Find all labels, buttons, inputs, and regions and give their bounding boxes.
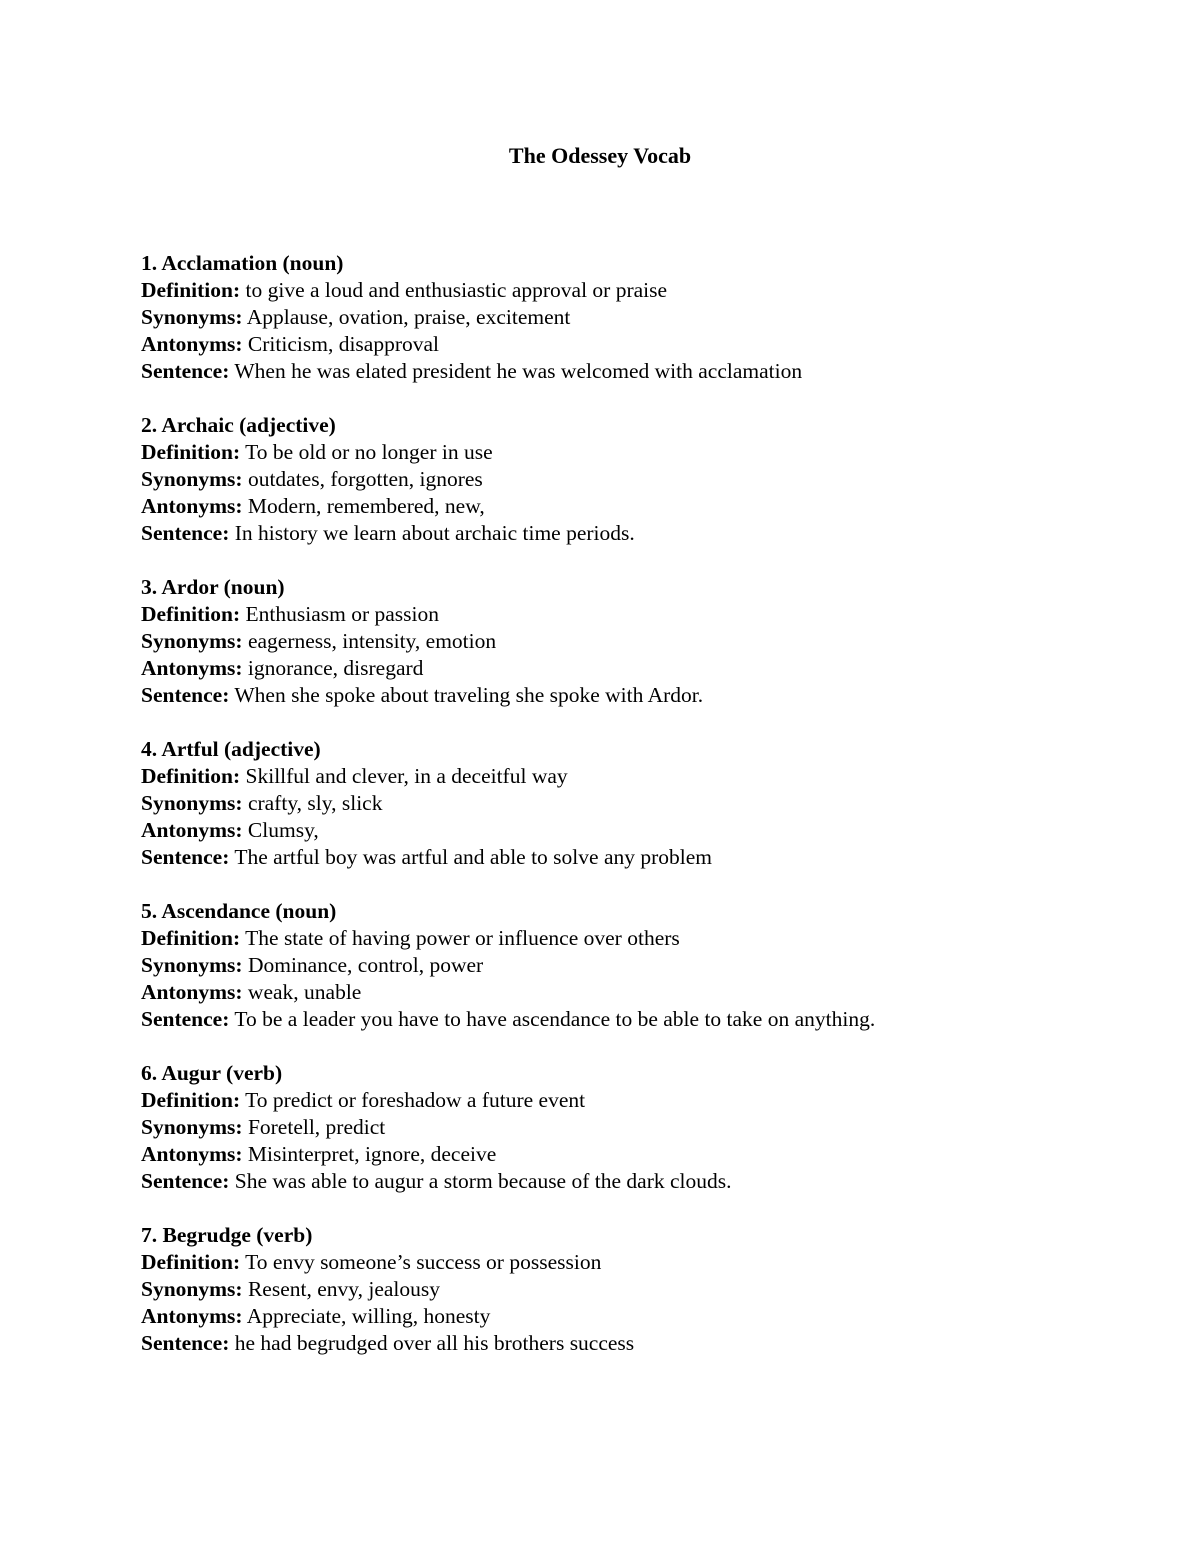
definition-label: Definition: [141, 764, 241, 788]
sentence-label: Sentence: [141, 1169, 230, 1193]
synonyms-label: Synonyms: [141, 305, 243, 329]
antonyms-text: Clumsy, [247, 818, 319, 842]
page-title: The Odessey Vocab [508, 143, 692, 168]
antonyms-label: Antonyms: [141, 980, 243, 1004]
definition-text: Enthusiasm or passion [245, 602, 440, 626]
antonyms-line [141, 979, 1101, 1006]
sentence-label: Sentence: [141, 359, 230, 383]
synonyms-line [141, 790, 1101, 817]
synonyms-line [141, 952, 1101, 979]
sentence-text: When she spoke about traveling she spoke with Ardor. [234, 683, 704, 707]
synonyms-label: Synonyms: [141, 953, 243, 977]
vocab-entry [141, 898, 1101, 1033]
sentence-label: Sentence: [141, 521, 230, 545]
sentence-text: he had begrudged over all his brothers success [234, 1331, 635, 1355]
sentence-label: Sentence: [141, 683, 230, 707]
definition-label: Definition: [141, 926, 241, 950]
antonyms-text: Misinterpret, ignore, deceive [247, 1142, 497, 1166]
synonyms-label: Synonyms: [141, 1277, 243, 1301]
antonyms-line [141, 493, 1101, 520]
vocab-list [141, 250, 1101, 1384]
definition-line [141, 439, 1101, 466]
antonyms-text: weak, unable [247, 980, 362, 1004]
entry-heading: 5. Ascendance (noun) [141, 899, 337, 923]
synonyms-text: eagerness, intensity, emotion [247, 629, 497, 653]
sentence-line [141, 1006, 1101, 1033]
antonyms-text: Criticism, disapproval [247, 332, 440, 356]
entry-heading: 6. Augur (verb) [141, 1061, 283, 1085]
antonyms-line [141, 1303, 1101, 1330]
vocab-entry [141, 1222, 1101, 1357]
definition-label: Definition: [141, 1088, 241, 1112]
sentence-label: Sentence: [141, 845, 230, 869]
definition-line [141, 1249, 1101, 1276]
synonyms-line [141, 1114, 1101, 1141]
definition-line [141, 277, 1101, 304]
definition-label: Definition: [141, 440, 241, 464]
antonyms-line [141, 655, 1101, 682]
definition-text: To envy someone’s success or possession [245, 1250, 602, 1274]
definition-text: To be old or no longer in use [245, 440, 493, 464]
antonyms-label: Antonyms: [141, 1304, 243, 1328]
sentence-label: Sentence: [141, 1007, 230, 1031]
entry-heading: 1. Acclamation (noun) [141, 251, 344, 275]
definition-line [141, 601, 1101, 628]
sentence-text: When he was elated president he was welcomed with acclamation [234, 359, 803, 383]
vocab-entry [141, 736, 1101, 871]
antonyms-label: Antonyms: [141, 1142, 243, 1166]
definition-label: Definition: [141, 602, 241, 626]
synonyms-text: outdates, forgotten, ignores [247, 467, 483, 491]
synonyms-text: Applause, ovation, praise, excitement [246, 305, 571, 329]
antonyms-label: Antonyms: [141, 656, 243, 680]
sentence-label: Sentence: [141, 1331, 230, 1355]
sentence-line [141, 844, 1101, 871]
entry-heading: 3. Ardor (noun) [141, 575, 285, 599]
entry-heading: 4. Artful (adjective) [141, 737, 321, 761]
vocab-entry [141, 574, 1101, 709]
definition-label: Definition: [141, 1250, 241, 1274]
definition-text: To predict or foreshadow a future event [245, 1088, 586, 1112]
synonyms-label: Synonyms: [141, 791, 243, 815]
antonyms-label: Antonyms: [141, 818, 243, 842]
antonyms-text: ignorance, disregard [247, 656, 424, 680]
sentence-line [141, 1168, 1101, 1195]
synonyms-line [141, 304, 1101, 331]
definition-line [141, 763, 1101, 790]
antonyms-text: Modern, remembered, new, [247, 494, 485, 518]
synonyms-line [141, 1276, 1101, 1303]
sentence-line [141, 520, 1101, 547]
sentence-text: The artful boy was artful and able to solve any problem [234, 845, 713, 869]
synonyms-text: crafty, sly, slick [247, 791, 383, 815]
synonyms-text: Dominance, control, power [247, 953, 484, 977]
antonyms-line [141, 1141, 1101, 1168]
sentence-line [141, 1330, 1101, 1357]
sentence-line [141, 358, 1101, 385]
vocab-entry [141, 1060, 1101, 1195]
synonyms-label: Synonyms: [141, 467, 243, 491]
antonyms-label: Antonyms: [141, 494, 243, 518]
definition-line [141, 925, 1101, 952]
entry-heading: 7. Begrudge (verb) [141, 1223, 313, 1247]
antonyms-line [141, 817, 1101, 844]
synonyms-line [141, 466, 1101, 493]
antonyms-label: Antonyms: [141, 332, 243, 356]
sentence-text: She was able to augur a storm because of the dark clouds. [234, 1169, 732, 1193]
definition-text: Skillful and clever, in a deceitful way [245, 764, 568, 788]
synonyms-text: Resent, envy, jealousy [247, 1277, 440, 1301]
sentence-line [141, 682, 1101, 709]
sentence-text: To be a leader you have to have ascendance to be able to take on anything. [234, 1007, 876, 1031]
definition-label: Definition: [141, 278, 241, 302]
entry-heading: 2. Archaic (adjective) [141, 413, 336, 437]
sentence-text: In history we learn about archaic time periods. [234, 521, 635, 545]
synonyms-label: Synonyms: [141, 629, 243, 653]
definition-text: to give a loud and enthusiastic approval or praise [245, 278, 668, 302]
antonyms-line [141, 331, 1101, 358]
vocab-entry [141, 412, 1101, 547]
definition-line [141, 1087, 1101, 1114]
synonyms-text: Foretell, predict [247, 1115, 386, 1139]
synonyms-line [141, 628, 1101, 655]
antonyms-text: Appreciate, willing, honesty [246, 1304, 491, 1328]
vocab-entry [141, 250, 1101, 385]
synonyms-label: Synonyms: [141, 1115, 243, 1139]
definition-text: The state of having power or influence over others [245, 926, 680, 950]
